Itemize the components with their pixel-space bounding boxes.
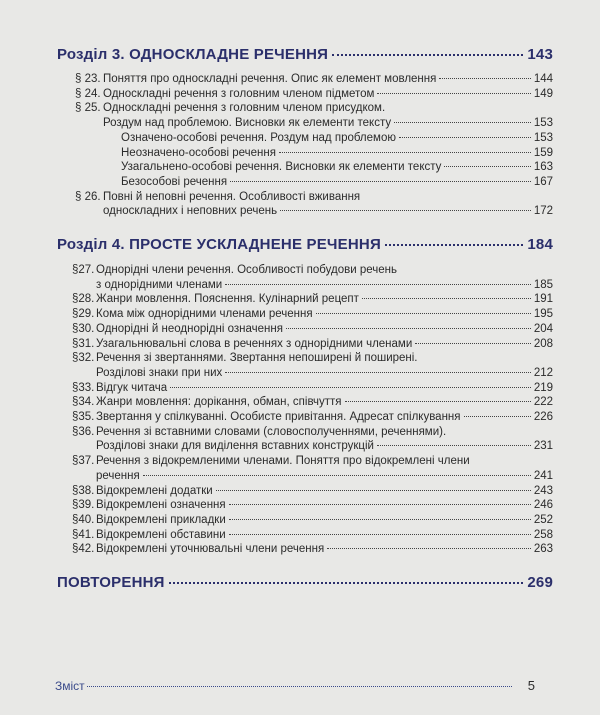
- dot-leader: [415, 343, 531, 344]
- dot-leader: [279, 152, 531, 153]
- entry-page: 208: [533, 337, 553, 350]
- entry-page: 243: [533, 484, 553, 497]
- toc-entry[interactable]: [75, 160, 553, 175]
- review-page: 269: [527, 574, 553, 592]
- entry-body: [96, 351, 553, 380]
- dot-leader: [170, 387, 531, 388]
- entry-body: [103, 101, 553, 130]
- dot-leader: [229, 519, 531, 520]
- entry-number: §39.: [72, 499, 95, 512]
- entry-line: [96, 410, 553, 425]
- section-title: Розділ 4. ПРОСТЕ УСКЛАДНЕНЕ РЕЧЕННЯ: [57, 236, 381, 254]
- entry-text: Роздум над проблемою. Висновки як елементи тексту: [103, 117, 392, 130]
- entry-body: [103, 131, 553, 146]
- entry-text: Відокремлені додатки: [96, 484, 213, 497]
- section-heading-3[interactable]: [57, 45, 553, 65]
- entry-text: речення: [96, 469, 140, 482]
- entry-line: [103, 204, 553, 219]
- entry-line: [121, 160, 553, 175]
- toc-entry[interactable]: [75, 131, 553, 146]
- entry-number: § 26.: [75, 190, 101, 203]
- entry-line: [96, 337, 553, 352]
- entry-line: [96, 307, 553, 322]
- section-4-entries: [72, 263, 553, 557]
- entry-page: 204: [533, 322, 553, 335]
- dot-leader: [280, 210, 531, 211]
- entry-number: §36.: [72, 425, 95, 438]
- dot-leader: [345, 401, 531, 402]
- section-page: 143: [527, 46, 553, 63]
- toc-entry[interactable]: [72, 484, 553, 499]
- entry-page: 144: [533, 73, 553, 85]
- entry-body: [96, 513, 553, 528]
- entry-text: Узагальнювальні слова в реченнях з однорідними членами: [96, 337, 413, 350]
- entry-number: §30.: [72, 322, 95, 335]
- entry-text: з однорідними членами: [96, 278, 223, 291]
- entry-text: Односкладні речення з головним членом підметом: [103, 87, 375, 100]
- dot-leader: [385, 244, 523, 246]
- entry-line: [96, 528, 553, 543]
- entry-line: [103, 190, 553, 205]
- review-title: ПОВТОРЕННЯ: [57, 574, 165, 592]
- dot-leader: [327, 548, 531, 549]
- toc-entry[interactable]: [75, 190, 553, 219]
- toc-entry[interactable]: [72, 395, 553, 410]
- entry-text: Узагальнено-особові речення. Висновки як елементи тексту: [121, 161, 442, 174]
- entry-body: [103, 175, 553, 190]
- toc-entry[interactable]: [72, 337, 553, 352]
- entry-body: [96, 322, 553, 337]
- entry-line: [96, 425, 553, 440]
- entry-page: 212: [533, 366, 553, 379]
- entry-body: [103, 160, 553, 175]
- entry-page: 195: [533, 308, 553, 321]
- entry-text: односкладних і неповних речень: [103, 205, 278, 218]
- entry-line: [96, 322, 553, 337]
- entry-line: [103, 101, 553, 116]
- page-number: 5: [527, 678, 535, 693]
- entry-body: [96, 454, 553, 483]
- toc-entry[interactable]: [72, 498, 553, 513]
- entry-number: §38.: [72, 484, 95, 497]
- toc-entry[interactable]: [72, 513, 553, 528]
- entry-number: [75, 146, 103, 161]
- entry-text: Відгук читача: [96, 381, 168, 394]
- entry-line: [96, 278, 553, 293]
- section-3-entries: [75, 72, 553, 219]
- entry-line: [96, 366, 553, 381]
- entry-text: Повні й неповні речення. Особливості вживання: [103, 190, 361, 203]
- review-heading[interactable]: [57, 573, 553, 593]
- entry-page: 185: [533, 278, 553, 291]
- entry-line: [103, 72, 553, 87]
- toc-entry[interactable]: [72, 292, 553, 307]
- entry-page: 222: [533, 396, 553, 409]
- entry-text: Поняття про односкладні речення. Опис як елемент мовлення: [103, 73, 437, 85]
- section-title: Розділ 3. ОДНОСКЛАДНЕ РЕЧЕННЯ: [57, 46, 329, 63]
- toc-entry[interactable]: [72, 381, 553, 396]
- entry-text: Безособові речення: [121, 175, 228, 188]
- entry-body: [103, 72, 553, 87]
- section-page: 184: [527, 236, 553, 254]
- entry-line: [96, 381, 553, 396]
- entry-number: §34.: [72, 396, 95, 409]
- entry-text: Означено-особові речення. Роздум над проблемою: [121, 131, 396, 144]
- section-heading-4[interactable]: [57, 235, 553, 255]
- dot-leader: [87, 686, 512, 687]
- toc-entry[interactable]: [72, 322, 553, 337]
- entry-page: 153: [533, 131, 553, 144]
- toc-entry[interactable]: [72, 263, 553, 292]
- entry-page: 231: [533, 440, 553, 453]
- entry-number: §41.: [72, 528, 95, 541]
- entry-line: [96, 498, 553, 513]
- dot-leader: [316, 313, 531, 314]
- entry-body: [96, 395, 553, 410]
- entry-text: Кома між однорідними членами речення: [96, 308, 313, 321]
- dot-leader: [169, 582, 524, 584]
- dot-leader: [332, 54, 523, 56]
- entry-body: [96, 542, 553, 557]
- entry-line: [96, 454, 553, 469]
- dot-leader: [143, 475, 531, 476]
- entry-number: §29.: [72, 308, 95, 321]
- entry-line: [96, 542, 553, 557]
- entry-line: [121, 175, 553, 190]
- entry-number: §42.: [72, 543, 95, 556]
- entry-number: [75, 131, 103, 146]
- entry-line: [96, 292, 553, 307]
- entry-line: [121, 131, 553, 146]
- entry-text: Жанри мовлення. Пояснення. Кулінарний рецепт: [96, 293, 359, 306]
- entry-body: [96, 263, 553, 292]
- entry-page: 163: [533, 161, 553, 174]
- entry-text: Відокремлені обставини: [96, 528, 226, 541]
- entry-text: Звертання у спілкуванні. Особисте привітання. Адресат спілкування: [96, 411, 461, 424]
- entry-text: Відокремлені уточнювальні члени речення: [96, 543, 325, 556]
- toc-entry[interactable]: [72, 351, 553, 380]
- dot-leader: [464, 416, 531, 417]
- toc-entry[interactable]: [75, 87, 553, 102]
- dot-leader: [399, 137, 531, 138]
- entry-page: 191: [533, 293, 553, 306]
- entry-number: §33.: [72, 381, 95, 394]
- entry-page: 167: [533, 175, 553, 188]
- entry-body: [96, 425, 553, 454]
- entry-number: §32.: [72, 352, 95, 365]
- entry-line: [96, 351, 553, 366]
- entry-page: 263: [533, 543, 553, 556]
- entry-line: [96, 395, 553, 410]
- entry-body: [96, 307, 553, 322]
- dot-leader: [225, 284, 531, 285]
- entry-line: [96, 484, 553, 499]
- entry-body: [96, 292, 553, 307]
- toc-entry[interactable]: [72, 410, 553, 425]
- dot-leader: [216, 490, 531, 491]
- dot-leader: [229, 534, 531, 535]
- entry-body: [96, 528, 553, 543]
- toc-entry[interactable]: [75, 101, 553, 130]
- entry-page: 226: [533, 411, 553, 424]
- entry-text: Відокремлені прикладки: [96, 513, 226, 526]
- entry-text: Відокремлені означення: [96, 499, 226, 512]
- entry-line: [96, 263, 553, 278]
- entry-page: 172: [533, 205, 553, 218]
- entry-number: [75, 175, 103, 190]
- entry-page: 219: [533, 381, 553, 394]
- entry-text: Односкладні речення з головним членом присудком.: [103, 102, 386, 115]
- entry-body: [96, 498, 553, 513]
- dot-leader: [229, 504, 531, 505]
- entry-body: [96, 381, 553, 396]
- entry-number: § 23.: [75, 73, 101, 85]
- toc-entry[interactable]: [72, 542, 553, 557]
- entry-line: [121, 146, 553, 161]
- entry-page: 153: [533, 117, 553, 130]
- entry-number: §37.: [72, 455, 95, 468]
- toc-entry[interactable]: [75, 72, 553, 87]
- entry-text: Розділові знаки для виділення вставних конструкцій: [96, 440, 374, 453]
- footer-label: Зміст: [55, 679, 85, 693]
- entry-line: [96, 469, 553, 484]
- entry-line: [96, 439, 553, 454]
- entry-text: Однорідні й неоднорідні означення: [96, 322, 283, 335]
- entry-number: §28.: [72, 293, 95, 306]
- toc-entry[interactable]: [72, 425, 553, 454]
- entry-number: §31.: [72, 337, 95, 350]
- page-footer: [55, 678, 535, 693]
- entry-body: [96, 410, 553, 425]
- dot-leader: [362, 298, 531, 299]
- dot-leader: [439, 78, 530, 79]
- table-of-contents: [57, 45, 553, 593]
- toc-entry[interactable]: [75, 146, 553, 161]
- entry-page: 241: [533, 469, 553, 482]
- entry-body: [96, 337, 553, 352]
- entry-number: [75, 160, 103, 175]
- entry-text: Неозначено-особові речення: [121, 146, 276, 159]
- toc-entry[interactable]: [72, 454, 553, 483]
- entry-page: 252: [533, 513, 553, 526]
- entry-body: [96, 484, 553, 499]
- toc-entry[interactable]: [75, 175, 553, 190]
- dot-leader: [225, 372, 531, 373]
- entry-text: Розділові знаки при них: [96, 366, 223, 379]
- entry-text: Речення з відокремленими членами. Поняття про відокремлені члени: [96, 455, 470, 468]
- toc-entry[interactable]: [72, 307, 553, 322]
- entry-text: Однорідні члени речення. Особливості побудови речень: [96, 264, 397, 277]
- entry-text: Речення зі звертаннями. Звертання непоширені й поширені.: [96, 352, 418, 365]
- dot-leader: [394, 122, 531, 123]
- dot-leader: [230, 181, 531, 182]
- entry-page: 149: [533, 87, 553, 100]
- entry-line: [96, 513, 553, 528]
- entry-number: § 25.: [75, 102, 101, 115]
- entry-number: §40.: [72, 513, 95, 526]
- dot-leader: [377, 93, 530, 94]
- entry-line: [103, 116, 553, 131]
- toc-entry[interactable]: [72, 528, 553, 543]
- dot-leader: [444, 166, 530, 167]
- entry-page: 246: [533, 499, 553, 512]
- entry-number: § 24.: [75, 87, 101, 100]
- entry-body: [103, 190, 553, 219]
- entry-text: Жанри мовлення: дорікання, обман, співчуття: [96, 396, 342, 409]
- entry-text: Речення зі вставними словами (словосполученнями, реченнями).: [96, 425, 447, 438]
- entry-number: §35.: [72, 411, 95, 424]
- entry-page: 258: [533, 528, 553, 541]
- entry-body: [103, 87, 553, 102]
- entry-number: §27.: [72, 264, 95, 277]
- dot-leader: [286, 328, 531, 329]
- entry-page: 159: [533, 146, 553, 159]
- dot-leader: [377, 445, 531, 446]
- entry-body: [103, 146, 553, 161]
- entry-line: [103, 87, 553, 102]
